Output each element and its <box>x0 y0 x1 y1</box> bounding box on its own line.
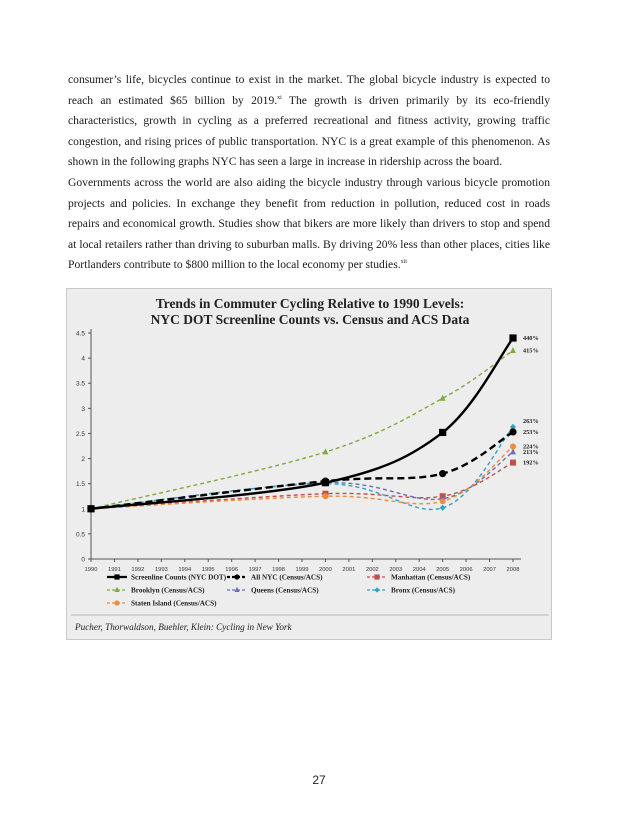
series-line-7 <box>91 447 513 509</box>
x-tick-label: 1993 <box>154 567 168 573</box>
x-tick-label: 2006 <box>459 567 473 573</box>
x-tick-label: 1999 <box>295 567 309 573</box>
data-point-series-2 <box>509 428 516 435</box>
cycling-trends-chart <box>67 289 553 641</box>
end-value-label: 213% <box>523 449 539 457</box>
data-point-series-4 <box>322 448 328 454</box>
x-tick-label: 2003 <box>389 567 403 573</box>
data-point-series-7 <box>510 444 516 450</box>
paragraph-1-text: consumer’s life, bicycles continue to exist in the market. The global bicycle industry is expected to reach an estimated $65 billion by 2019. <box>68 73 550 107</box>
x-tick-label: 2005 <box>436 567 450 573</box>
x-tick-label: 1996 <box>225 567 239 573</box>
legend-swatch-marker <box>234 574 239 579</box>
chart-subtitle: NYC DOT Screenline Counts vs. Census and ACS Data <box>150 312 470 327</box>
x-tick-label: 1997 <box>248 567 262 573</box>
legend-swatch-marker <box>114 600 119 605</box>
y-tick-label: 1.5 <box>75 481 85 489</box>
data-point-series-6 <box>440 505 446 511</box>
legend-label: Bronx (Census/ACS) <box>391 586 455 595</box>
legend-label: Staten Island (Census/ACS) <box>131 599 217 608</box>
y-tick-label: 4 <box>81 355 85 363</box>
legend-label: Screenline Counts (NYC DOT) <box>131 573 227 582</box>
y-tick-label: 3 <box>81 405 85 413</box>
data-point-series-3 <box>510 460 516 466</box>
cycling-trends-figure <box>66 288 552 640</box>
paragraph-1 <box>68 70 550 173</box>
x-tick-label: 1991 <box>107 567 121 573</box>
data-point-series-1 <box>322 479 329 486</box>
x-tick-label: 1998 <box>272 567 286 573</box>
y-tick-label: 1 <box>81 506 85 514</box>
legend-swatch-marker <box>374 574 379 579</box>
data-point-series-4 <box>510 347 516 353</box>
paragraph-2-text: Governments across the world are also aiding the bicycle industry through various bicycle promotion projects and policies. In exchange they benefit from reduction in pollution, reduced cost in roads repairs and economical growth. Studies show that bikers are more likely than drivers to stop and spend at local retailers rather than driving to suburban malls. By driving 20% less than other places, cities like Portlanders contribute to $800 million to the local economy per studies. <box>68 175 550 272</box>
body-text <box>68 70 550 276</box>
x-tick-label: 1995 <box>201 567 215 573</box>
x-tick-label: 2007 <box>483 567 497 573</box>
footnote-ref-xii: xii <box>400 259 407 266</box>
end-value-label: 192% <box>523 459 539 467</box>
end-value-label: 440% <box>523 335 539 343</box>
paragraph-2 <box>68 173 550 276</box>
data-point-series-1 <box>87 505 94 512</box>
data-point-series-1 <box>439 429 446 436</box>
x-tick-label: 2000 <box>318 567 332 573</box>
end-value-label: 224% <box>523 443 539 451</box>
end-value-label: 415% <box>523 347 539 355</box>
chart-title: Trends in Commuter Cycling Relative to 1990 Levels: <box>155 296 465 311</box>
y-tick-label: 0 <box>81 556 85 564</box>
x-tick-label: 1994 <box>178 567 192 573</box>
legend-label: Brooklyn (Census/ACS) <box>131 586 205 595</box>
y-tick-label: 0.5 <box>75 531 85 539</box>
legend-label: Queens (Census/ACS) <box>251 586 319 595</box>
footnote-ref-xi: xi <box>277 94 282 101</box>
end-value-label: 263% <box>523 417 539 425</box>
legend-swatch-marker <box>374 587 379 592</box>
y-tick-label: 2 <box>81 456 85 464</box>
page-number: 27 <box>312 773 326 787</box>
chart-source: Pucher, Thorwaldson, Buehler, Klein: Cycling in New York <box>75 622 292 632</box>
y-tick-label: 3.5 <box>75 380 85 388</box>
x-tick-label: 2001 <box>342 567 356 573</box>
y-tick-label: 4.5 <box>75 330 85 338</box>
x-tick-label: 1990 <box>84 567 98 573</box>
legend-label: Manhattan (Census/ACS) <box>391 573 471 582</box>
x-tick-label: 2002 <box>365 567 379 573</box>
end-value-label: 253% <box>523 428 539 436</box>
x-tick-label: 1992 <box>131 567 145 573</box>
legend-label: All NYC (Census/ACS) <box>251 573 323 582</box>
data-point-series-2 <box>439 470 446 477</box>
data-point-series-7 <box>440 498 446 504</box>
paragraph-1-text-cont: The growth is driven primarily by its eco-friendly characteristics, growth in cycling as a preferred recreational and fitness activity, growing traffic congestion, and rising prices of public transportation. NYC is a great example of this phenomenon. As shown in the following graphs NYC has seen a large in increase in ridership across the board. <box>68 93 550 169</box>
data-point-series-1 <box>509 334 516 341</box>
y-tick-label: 2.5 <box>75 430 85 438</box>
legend-swatch-marker <box>114 574 119 579</box>
data-point-series-7 <box>322 493 328 499</box>
x-tick-label: 2008 <box>506 567 520 573</box>
x-tick-label: 2004 <box>412 567 426 573</box>
